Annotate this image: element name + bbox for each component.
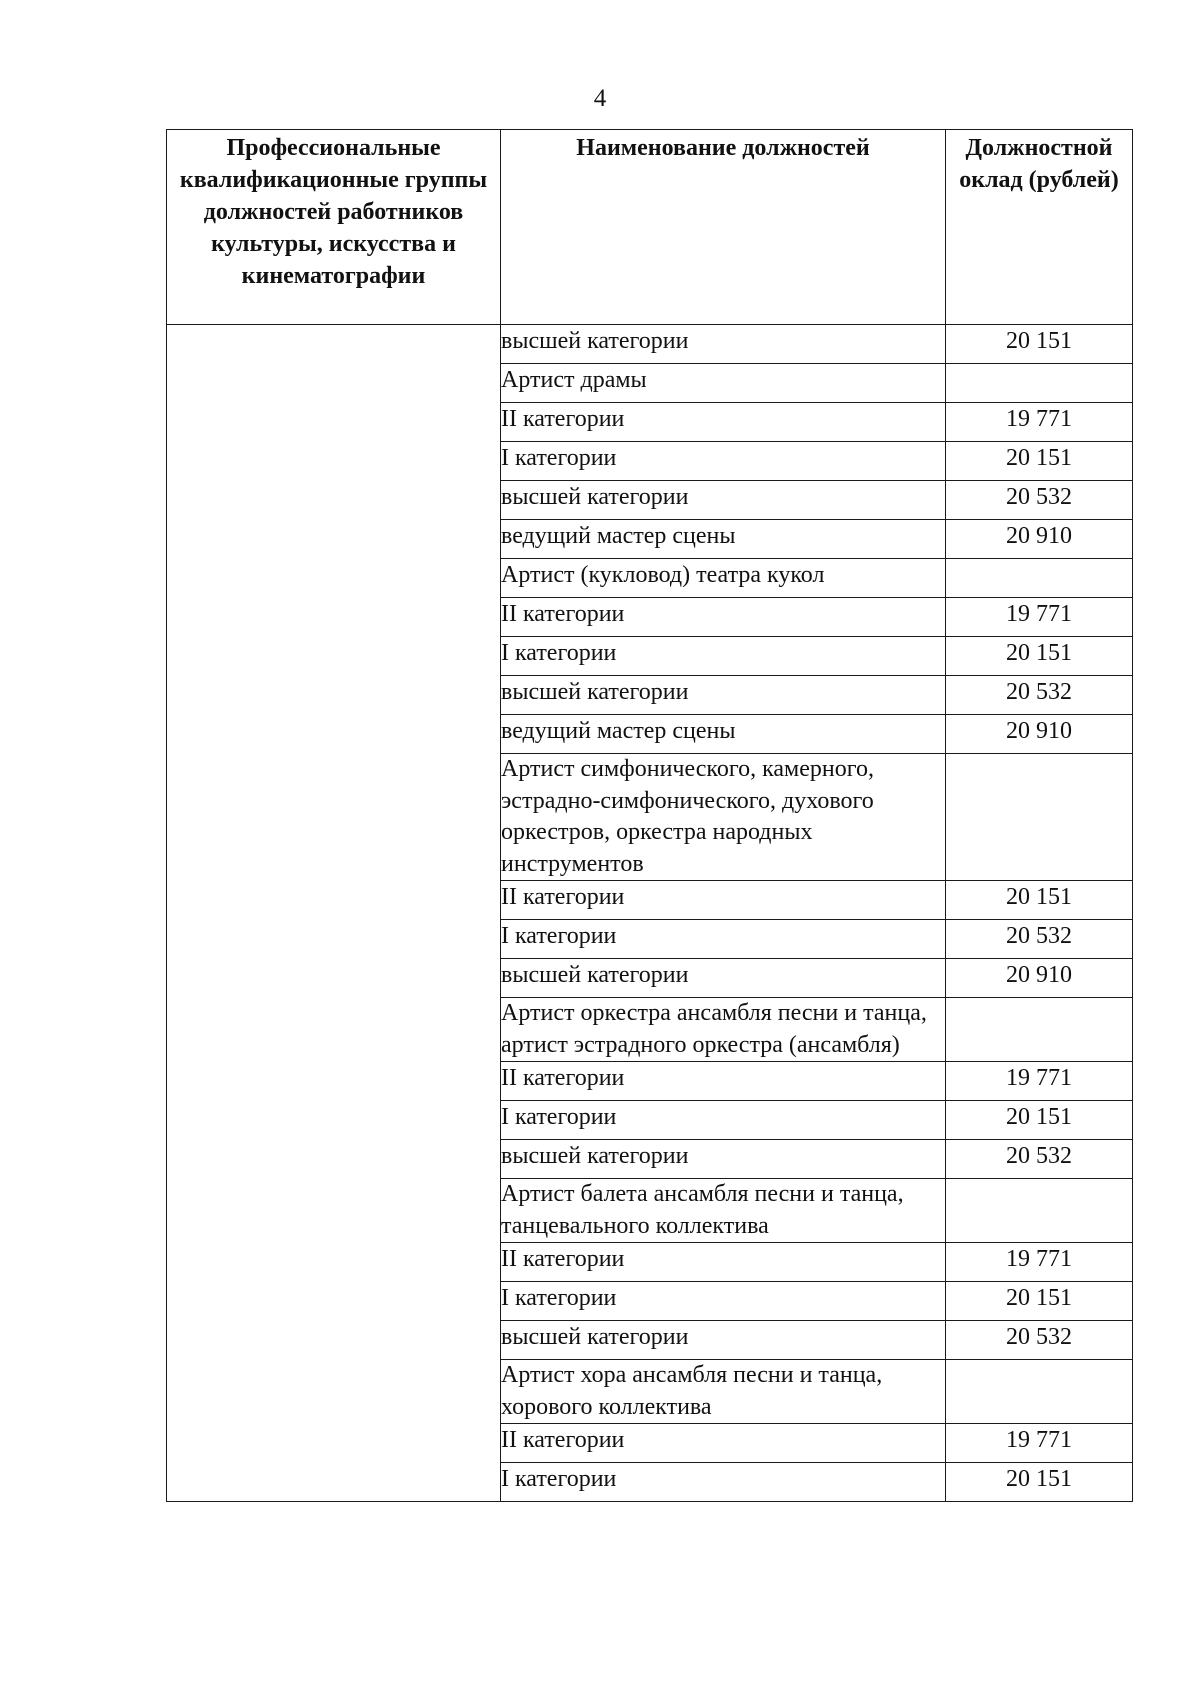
position-cell: ведущий мастер сцены	[501, 520, 946, 559]
salary-cell: 20 910	[946, 959, 1133, 998]
salary-cell: 20 532	[946, 920, 1133, 959]
position-cell: Артист хора ансамбля песни и танца, хорового коллектива	[501, 1360, 946, 1424]
position-cell: Артист балета ансамбля песни и танца, танцевального коллектива	[501, 1179, 946, 1243]
salary-cell: 19 771	[946, 1062, 1133, 1101]
position-cell: I категории	[501, 637, 946, 676]
salary-cell: 20 151	[946, 637, 1133, 676]
position-cell: I категории	[501, 1101, 946, 1140]
salary-cell	[946, 998, 1133, 1062]
position-cell: Артист симфонического, камерного, эстрадно-симфонического, духового оркестров, оркестра народных инструментов	[501, 754, 946, 881]
position-cell: высшей категории	[501, 1321, 946, 1360]
header-position: Наименование должностей	[501, 130, 946, 325]
position-cell: I категории	[501, 1463, 946, 1502]
salary-cell: 20 151	[946, 1463, 1133, 1502]
position-cell: Артист драмы	[501, 364, 946, 403]
position-cell: I категории	[501, 1282, 946, 1321]
table-row	[167, 325, 1133, 364]
salary-cell: 20 151	[946, 1101, 1133, 1140]
salary-cell	[946, 754, 1133, 881]
salary-cell: 20 151	[946, 1282, 1133, 1321]
salary-cell: 20 151	[946, 325, 1133, 364]
salary-table	[166, 129, 1133, 1502]
position-cell: II категории	[501, 1062, 946, 1101]
position-cell: высшей категории	[501, 1140, 946, 1179]
salary-cell: 20 151	[946, 442, 1133, 481]
salary-cell: 19 771	[946, 598, 1133, 637]
salary-cell: 19 771	[946, 1424, 1133, 1463]
salary-cell: 20 151	[946, 881, 1133, 920]
position-cell: высшей категории	[501, 959, 946, 998]
salary-cell: 20 532	[946, 1140, 1133, 1179]
salary-cell: 19 771	[946, 403, 1133, 442]
position-cell: ведущий мастер сцены	[501, 715, 946, 754]
position-cell: высшей категории	[501, 676, 946, 715]
position-cell: II категории	[501, 403, 946, 442]
position-cell: Артист оркестра ансамбля песни и танца, артист эстрадного оркестра (ансамбля)	[501, 998, 946, 1062]
position-cell: II категории	[501, 598, 946, 637]
salary-cell: 20 910	[946, 520, 1133, 559]
salary-cell: 19 771	[946, 1243, 1133, 1282]
position-cell: высшей категории	[501, 325, 946, 364]
table-header-row	[167, 130, 1133, 325]
salary-cell: 20 532	[946, 1321, 1133, 1360]
header-group: Профессиональные квалификационные группы должностей работников культуры, искусства и кинематографии	[167, 130, 501, 325]
position-cell: II категории	[501, 1424, 946, 1463]
salary-cell: 20 532	[946, 481, 1133, 520]
header-salary: Должностной оклад (рублей)	[946, 130, 1133, 325]
position-cell: I категории	[501, 442, 946, 481]
position-cell: Артист (кукловод) театра кукол	[501, 559, 946, 598]
position-cell: II категории	[501, 881, 946, 920]
salary-cell	[946, 1179, 1133, 1243]
salary-cell: 20 910	[946, 715, 1133, 754]
salary-cell	[946, 559, 1133, 598]
salary-cell: 20 532	[946, 676, 1133, 715]
position-cell: I категории	[501, 920, 946, 959]
salary-cell	[946, 1360, 1133, 1424]
position-cell: II категории	[501, 1243, 946, 1282]
salary-cell	[946, 364, 1133, 403]
page-number: 4	[593, 85, 607, 112]
group-cell	[167, 325, 501, 1502]
position-cell: высшей категории	[501, 481, 946, 520]
